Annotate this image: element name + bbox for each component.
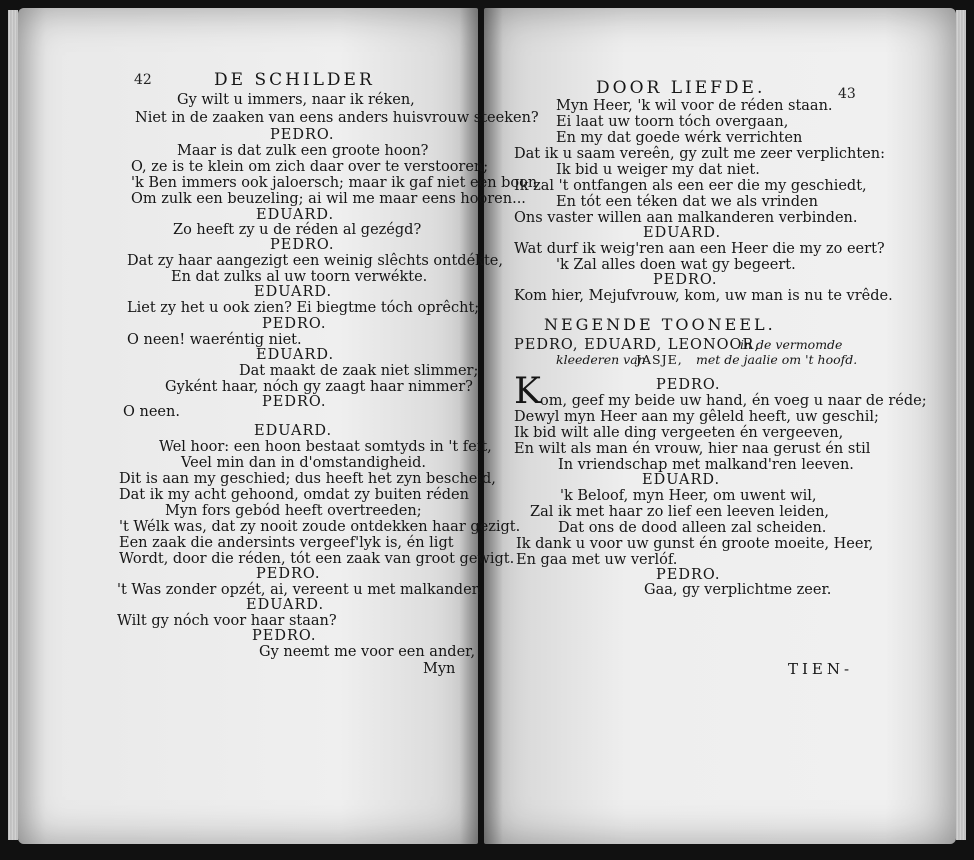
text-line: En gaa met uw verlóf. (516, 552, 678, 568)
text-line: O, ze is te klein om zich daar over te verstooren; (131, 159, 489, 175)
text-line: Dit is aan my geschied; dus heeft het zyn bescheid, (119, 471, 496, 487)
speaker-name: PEDRO. (262, 394, 327, 410)
text-line: Myn fors gebód heeft overtreeden; (165, 503, 422, 519)
text-line: Veel min dan in d'omstandigheid. (181, 455, 426, 471)
scene-characters: PEDRO, EDUARD, LEONOOR, (514, 337, 760, 353)
speaker-name: PEDRO. (262, 316, 327, 332)
text-line: Dat ik u saam vereên, gy zult me zeer verplichten: (514, 146, 885, 162)
left-page-edge (8, 10, 18, 840)
text-line: Dat ons de dood alleen zal scheiden. (558, 520, 827, 536)
speaker-name: PEDRO. (252, 628, 317, 644)
speaker-name: EDUARD. (642, 472, 721, 488)
text-line: Ik dank u voor uw gunst én groote moeite, Heer, (516, 536, 874, 552)
text-line: Maar is dat zulk een groote hoon? (177, 143, 429, 159)
text-line: Wilt gy nóch voor haar staan? (117, 613, 337, 629)
stage-direction: in de vermomde (740, 337, 843, 352)
text-line: 't Was zonder opzét, ai, vereent u met malkander. (117, 582, 482, 598)
running-head: DE SCHILDER (214, 70, 375, 90)
text-line: Een zaak die andersints vergeef'lyk is, én ligt (119, 535, 454, 551)
page-number: 43 (838, 86, 856, 102)
speaker-name: PEDRO. (656, 377, 721, 393)
text-line: Ik zal 't ontfangen als een eer die my geschiedt, (514, 178, 867, 194)
catchword: TIEN- (788, 660, 854, 678)
text-line: 'k Zal alles doen wat gy begeert. (556, 257, 796, 273)
text-line: Ons vaster willen aan malkanderen verbinden. (514, 210, 858, 226)
text-line: Ik bid wilt alle ding vergeeten én vergeeven, (514, 425, 844, 441)
speaker-name: PEDRO. (656, 567, 721, 583)
speaker-name: EDUARD. (246, 597, 325, 613)
speaker-name: PEDRO. (270, 127, 335, 143)
text-line: Dewyl myn Heer aan my gêleld heeft, uw geschil; (514, 409, 879, 425)
page-number: 42 (134, 72, 152, 88)
text-line: 't Wélk was, dat zy nooit zoude ontdekken haar gezigt. (119, 519, 521, 535)
text-line: Dat zy haar aangezigt een weinig slêchts ontdékte, (127, 253, 503, 269)
speaker-name: PEDRO. (256, 566, 321, 582)
text-line: Dat ik my acht gehoond, omdat zy buiten réden (119, 487, 469, 503)
text-line: O neen! waeréntig niet. (127, 332, 302, 348)
text-line: Gyként haar, nóch gy zaagt haar nimmer? (165, 379, 473, 395)
running-head: DOOR LIEFDE. (596, 78, 766, 98)
text-line: Wat durf ik weig'ren aan een Heer die my zo eert? (514, 241, 885, 257)
catchword: Myn (423, 661, 456, 677)
text-line: 'k Beloof, myn Heer, om uwent wil, (560, 488, 817, 504)
stage-direction-name: JASJE, (636, 352, 683, 367)
text-line: om, geef my beide uw hand, én voeg u naar de réde; (540, 393, 927, 409)
text-line: En tót een téken dat we als vrinden (556, 194, 818, 210)
right-page-edge (956, 10, 966, 840)
text-line: Myn Heer, 'k wil voor de réden staan. (556, 98, 833, 114)
speaker-name: PEDRO. (270, 237, 335, 253)
scene-heading: NEGENDE TOONEEL. (544, 315, 776, 334)
speaker-name: EDUARD. (643, 225, 722, 241)
stage-direction: kleederen van (556, 352, 646, 367)
text-line: Gy wilt u immers, naar ik réken, (177, 92, 415, 108)
text-line: Wel hoor: een hoon bestaat somtyds in 't feit, (159, 439, 492, 455)
text-line: Om zulk een beuzeling; ai wil me maar eens hooren... (131, 191, 526, 207)
drop-cap: K (514, 371, 541, 412)
text-line: In vriendschap met malkand'ren leeven. (558, 457, 854, 473)
speaker-name: EDUARD. (254, 423, 333, 439)
text-line: Gy neemt me voor een ander, (259, 644, 476, 660)
stage-direction: met de jaalie om 't hoofd. (696, 352, 858, 367)
text-line: Niet in de zaaken van eens anders huisvrouw steeken? (135, 110, 539, 126)
text-line: En dat zulks al uw toorn verwékte. (171, 269, 428, 285)
speaker-name: EDUARD. (254, 284, 333, 300)
text-line: En wilt als man én vrouw, hier naa gerust én stil (514, 441, 871, 457)
text-line: 'k Ben immers ook jaloersch; maar ik gaf niet een boon (131, 175, 538, 191)
speaker-name: EDUARD. (256, 207, 335, 223)
speaker-name: PEDRO. (653, 272, 718, 288)
text-line: En my dat goede wérk verrichten (556, 130, 803, 146)
left-page (18, 8, 478, 844)
text-line: Kom hier, Mejufvrouw, kom, uw man is nu te vrêde. (514, 288, 893, 304)
text-line: Ik bid u weiger my dat niet. (556, 162, 760, 178)
text-line: Zal ik met haar zo lief een leeven leiden, (530, 504, 830, 520)
text-line: Wordt, door die réden, tót een zaak van groot gewigt. (119, 551, 515, 567)
text-line: O neen. (123, 404, 180, 420)
text-line: Ei laat uw toorn tóch overgaan, (556, 114, 789, 130)
text-line: Gaa, gy verplichtme zeer. (644, 582, 832, 598)
text-line: Dat maakt de zaak niet slimmer; (239, 363, 479, 379)
speaker-name: EDUARD. (256, 347, 335, 363)
text-line: Zo heeft zy u de réden al gezégd? (173, 222, 422, 238)
text-line: Liet zy het u ook zien? Ei biegtme tóch oprêcht; (127, 300, 480, 316)
